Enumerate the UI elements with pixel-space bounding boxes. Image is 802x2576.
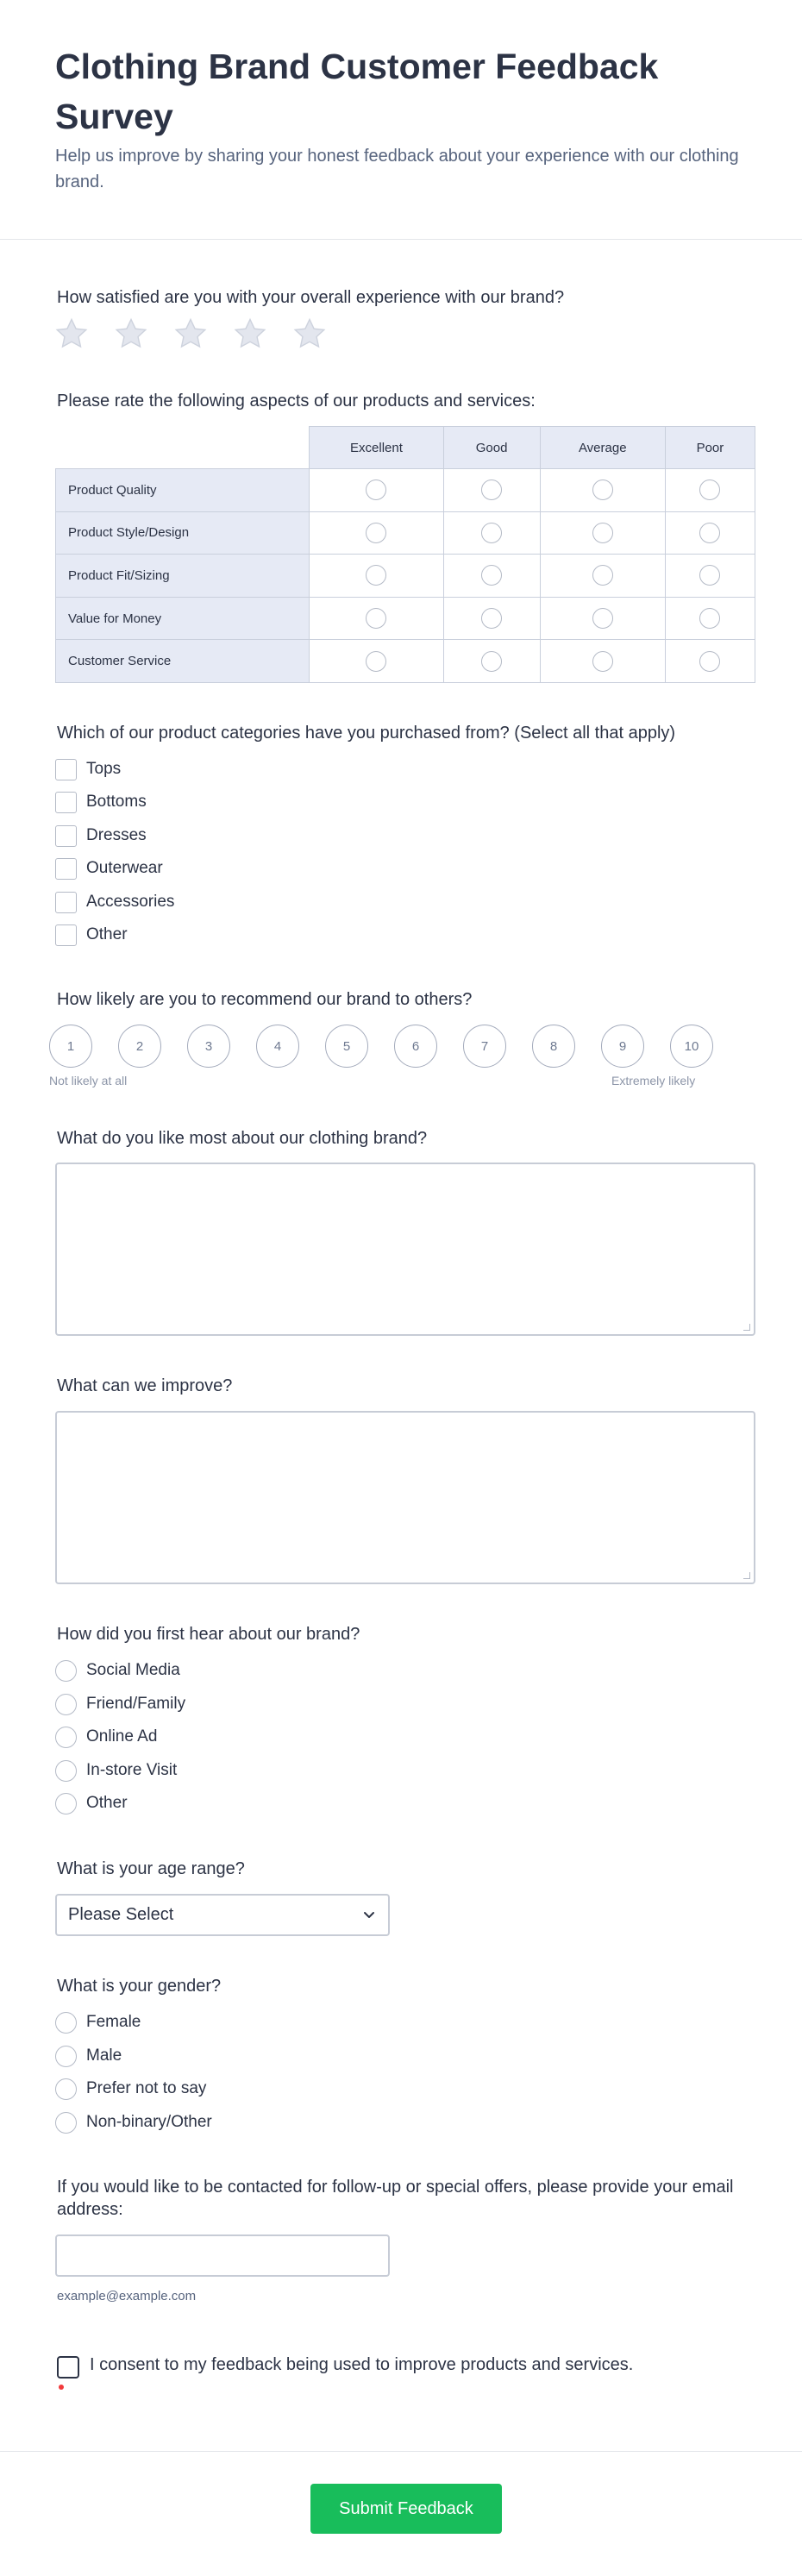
matrix-radio[interactable] — [481, 608, 502, 629]
nps-option-10[interactable]: 10 — [670, 1025, 713, 1068]
like-textarea[interactable] — [55, 1163, 755, 1336]
matrix-radio[interactable] — [699, 565, 720, 586]
email-field[interactable] — [55, 2234, 390, 2277]
nps-option-3[interactable]: 3 — [187, 1025, 230, 1068]
star-rating — [53, 316, 328, 352]
question-matrix-label: Please rate the following aspects of our products and services: — [57, 392, 536, 411]
matrix-col-header: Excellent — [310, 427, 443, 469]
matrix-radio[interactable] — [592, 523, 613, 543]
matrix-radio[interactable] — [366, 565, 386, 586]
option-label: Online Ad — [86, 1727, 158, 1746]
radio[interactable] — [55, 2078, 77, 2100]
matrix-row — [56, 640, 755, 683]
nps-option-1[interactable]: 1 — [49, 1025, 92, 1068]
age-select-value: Please Select — [68, 1905, 174, 1924]
radio[interactable] — [55, 1727, 77, 1748]
radio-option-other[interactable] — [55, 1791, 128, 1815]
checkbox-option-dresses[interactable] — [55, 824, 147, 848]
matrix-row — [56, 597, 755, 640]
radio[interactable] — [55, 1660, 77, 1682]
matrix-radio[interactable] — [592, 479, 613, 500]
matrix-row-label: Value for Money — [56, 597, 310, 640]
radio[interactable] — [55, 2012, 77, 2034]
radio[interactable] — [55, 1760, 77, 1782]
checkbox[interactable] — [55, 825, 77, 847]
matrix-radio[interactable] — [366, 608, 386, 629]
matrix-radio[interactable] — [481, 479, 502, 500]
star-icon-2[interactable] — [113, 316, 149, 352]
matrix-row-label: Customer Service — [56, 640, 310, 683]
matrix-row — [56, 469, 755, 512]
matrix-col-header: Poor — [665, 427, 755, 469]
footer-divider — [0, 2451, 802, 2452]
radio[interactable] — [55, 1694, 77, 1715]
improve-textarea[interactable] — [55, 1411, 755, 1584]
option-label: Friend/Family — [86, 1695, 186, 1713]
matrix-col-header: Good — [443, 427, 540, 469]
matrix-radio[interactable] — [481, 651, 502, 672]
checkbox[interactable] — [55, 924, 77, 946]
radio-option-in-store-visit[interactable] — [55, 1758, 177, 1783]
option-label: Outerwear — [86, 859, 163, 877]
radio-option-online-ad[interactable] — [55, 1725, 157, 1749]
matrix-row-label: Product Fit/Sizing — [56, 555, 310, 598]
question-improve-label: What can we improve? — [57, 1376, 233, 1395]
question-satisfaction-label: How satisfied are you with your overall experience with our brand? — [57, 288, 565, 307]
option-label: Other — [86, 925, 128, 943]
radio-option-male[interactable] — [55, 2044, 122, 2068]
radio[interactable] — [55, 1793, 77, 1814]
question-age-label: What is your age range? — [57, 1859, 245, 1878]
nps-option-9[interactable]: 9 — [601, 1025, 644, 1068]
consent-label: I consent to my feedback being used to improve products and services. — [90, 2355, 634, 2374]
matrix-radio[interactable] — [699, 523, 720, 543]
star-icon-1[interactable] — [53, 316, 90, 352]
radio-option-female[interactable] — [55, 2010, 141, 2034]
chevron-down-icon — [362, 1908, 376, 1921]
matrix-row — [56, 555, 755, 598]
matrix-row-label: Product Style/Design — [56, 511, 310, 555]
nps-option-2[interactable]: 2 — [118, 1025, 161, 1068]
option-label: Social Media — [86, 1661, 180, 1679]
checkbox-option-other[interactable] — [55, 923, 128, 947]
option-label: Bottoms — [86, 793, 147, 811]
required-indicator — [59, 2385, 64, 2390]
nps-option-5[interactable]: 5 — [325, 1025, 368, 1068]
matrix-radio[interactable] — [366, 523, 386, 543]
matrix-radio[interactable] — [592, 608, 613, 629]
consent-checkbox[interactable] — [57, 2356, 79, 2379]
option-label: Female — [86, 2013, 141, 2031]
matrix-radio[interactable] — [481, 565, 502, 586]
question-email-label: If you would like to be contacted for follow-up or special offers, please provide your email address: — [57, 2178, 734, 2219]
option-label: Tops — [86, 760, 122, 778]
radio[interactable] — [55, 2046, 77, 2067]
submit-button[interactable]: Submit Feedback — [310, 2484, 502, 2534]
matrix-col-header: Average — [540, 427, 665, 469]
nps-option-8[interactable]: 8 — [532, 1025, 575, 1068]
question-recommend-label: How likely are you to recommend our brand to others? — [57, 990, 473, 1009]
question-categories-label: Which of our product categories have you purchased from? (Select all that apply) — [57, 724, 676, 743]
checkbox-option-accessories[interactable] — [55, 890, 174, 914]
matrix-radio[interactable] — [366, 651, 386, 672]
option-label: Other — [86, 1794, 128, 1812]
option-label: Accessories — [86, 893, 175, 911]
option-label: Dresses — [86, 826, 147, 844]
star-icon-4[interactable] — [232, 316, 268, 352]
question-like-label: What do you like most about our clothing brand? — [57, 1129, 428, 1148]
nps-low-label: Not likely at all — [49, 1074, 128, 1087]
checkbox-option-tops[interactable] — [55, 757, 121, 781]
star-icon-3[interactable] — [172, 316, 209, 352]
checkbox[interactable] — [55, 792, 77, 813]
radio-option-friend-family[interactable] — [55, 1692, 185, 1716]
matrix-radio[interactable] — [366, 479, 386, 500]
question-hear-label: How did you first hear about our brand? — [57, 1625, 360, 1644]
age-select[interactable] — [55, 1894, 390, 1936]
checkbox-option-outerwear[interactable] — [55, 856, 163, 881]
matrix-radio[interactable] — [699, 651, 720, 672]
radio-option-prefer-not[interactable] — [55, 2077, 206, 2101]
option-label: Prefer not to say — [86, 2079, 207, 2097]
option-label: Male — [86, 2046, 122, 2065]
nps-option-6[interactable]: 6 — [394, 1025, 437, 1068]
matrix-radio[interactable] — [592, 565, 613, 586]
star-icon-5[interactable] — [291, 316, 328, 352]
option-label: Non-binary/Other — [86, 2113, 212, 2131]
nps-high-label: Extremely likely — [611, 1074, 696, 1087]
matrix-row-label: Product Quality — [56, 469, 310, 512]
page-subtitle: Help us improve by sharing your honest feedback about your experience with our clothing brand. — [55, 147, 739, 191]
resize-handle-icon[interactable] — [743, 1324, 750, 1331]
matrix-row — [56, 511, 755, 555]
form-header — [0, 0, 802, 240]
checkbox-option-bottoms[interactable] — [55, 790, 147, 814]
checkbox[interactable] — [55, 858, 77, 880]
radio-option-non-binary[interactable] — [55, 2110, 212, 2134]
rating-matrix — [55, 426, 755, 683]
nps-option-4[interactable]: 4 — [256, 1025, 299, 1068]
matrix-corner — [56, 427, 310, 469]
resize-handle-icon[interactable] — [743, 1572, 750, 1579]
radio[interactable] — [55, 2112, 77, 2134]
checkbox[interactable] — [55, 892, 77, 913]
radio-option-social-media[interactable] — [55, 1658, 180, 1683]
nps-scale — [49, 1025, 713, 1068]
matrix-radio[interactable] — [592, 651, 613, 672]
question-gender-label: What is your gender? — [57, 1977, 222, 1996]
page-title: Clothing Brand Customer Feedback Survey — [55, 47, 659, 136]
email-sublabel: example@example.com — [57, 2289, 197, 2303]
option-label: In-store Visit — [86, 1761, 178, 1779]
nps-option-7[interactable]: 7 — [463, 1025, 506, 1068]
matrix-radio[interactable] — [699, 479, 720, 500]
matrix-radio[interactable] — [481, 523, 502, 543]
matrix-radio[interactable] — [699, 608, 720, 629]
checkbox[interactable] — [55, 759, 77, 780]
